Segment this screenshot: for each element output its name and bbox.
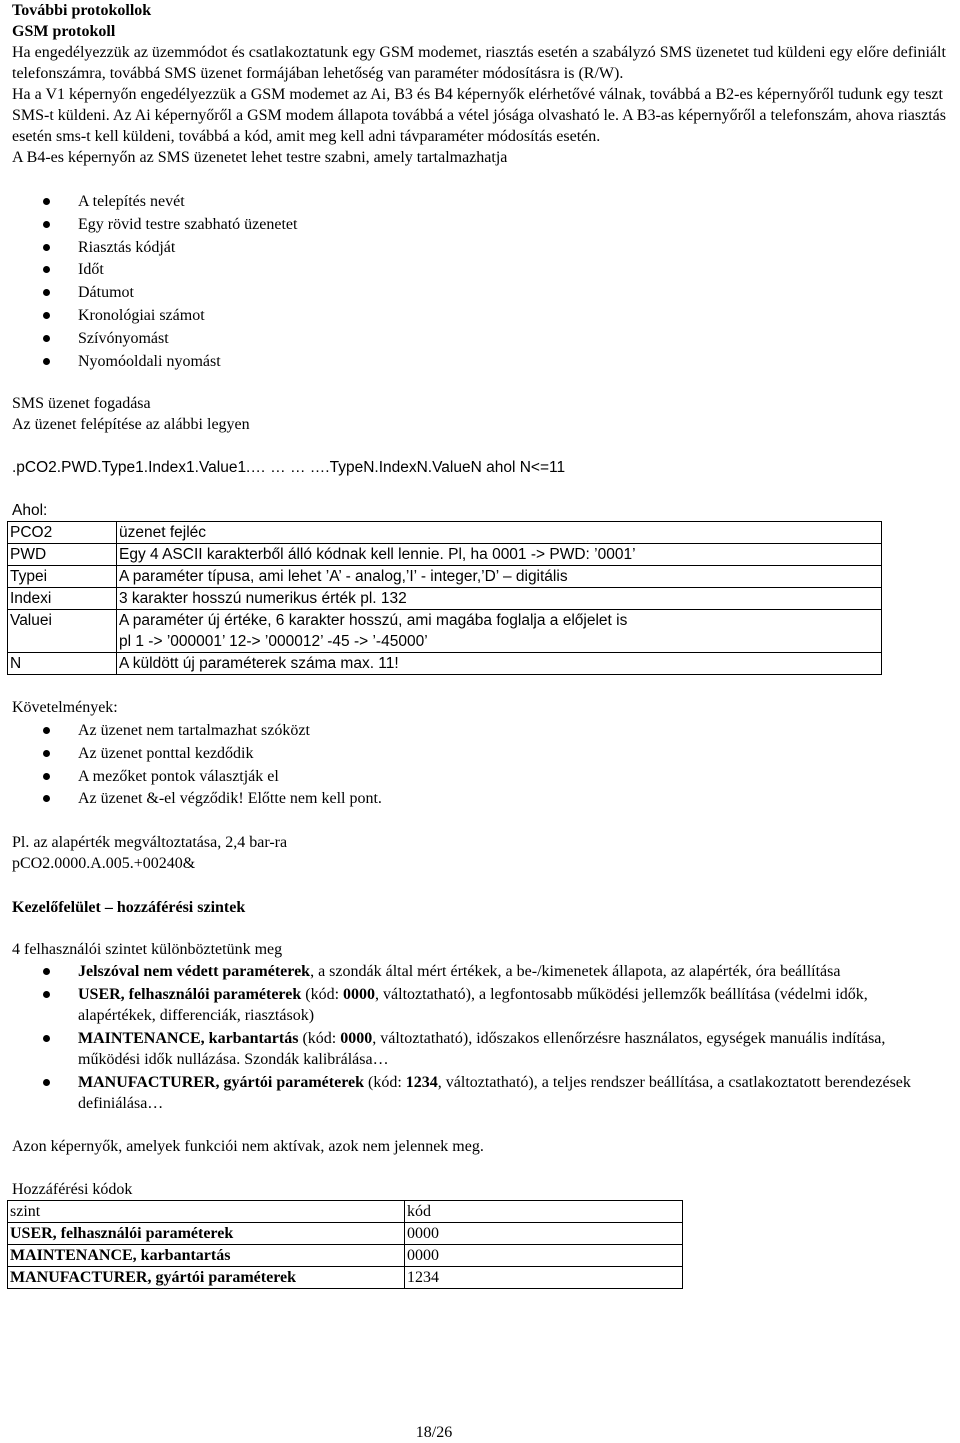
bullet-icon (43, 289, 50, 296)
table-row (8, 1223, 683, 1245)
access-levels-list (12, 961, 942, 1116)
bullet-icon (43, 991, 50, 998)
sms-receive-section (12, 393, 952, 435)
list-item: Riasztás kódját (12, 237, 942, 260)
codes-title: Hozzáférési kódok (12, 1181, 133, 1198)
table-cell: MAINTENANCE, karbantartás (8, 1245, 405, 1267)
table-cell: Typei (8, 566, 117, 588)
list-item: Az üzenet ponttal kezdődik (12, 743, 942, 766)
list-item: USER, felhasználói paraméterek (kód: 0000, változtatható), a legfontosabb működési jellemzők beállítása (védelmi idők, alapértékek, differenciák, riasztások) (12, 984, 942, 1026)
list-item: MAINTENANCE, karbantartás (kód: 0000, változtatható), időszakos ellenőrzésre használatos, egységek manuális indítása, működési idők nullázása. Szondák kalibrálása… (12, 1028, 942, 1070)
bullet-icon (43, 750, 50, 757)
table-row (8, 653, 882, 675)
table-cell: 1234 (405, 1267, 683, 1289)
list-item: A mezőket pontok választják el (12, 766, 942, 789)
bullet-icon (43, 358, 50, 365)
table-cell: 0000 (405, 1245, 683, 1267)
gsm-section (12, 0, 952, 168)
bullet-icon (43, 244, 50, 251)
value-example: pl 1 -> ’000001’ 12-> ’000012’ -45 -> ’-45000’ (119, 633, 428, 650)
list-item: Jelszóval nem védett paraméterek, a szondák által mért értékek, a be-/kimenetek állapota, az alapérték, óra beállítása (12, 961, 942, 982)
list-item: Időt (12, 259, 942, 282)
gsm-paragraph-2: Ha a V1 képernyőn engedélyezzük a GSM modemet az Ai, B3 és B4 képernyők elérhetővé válnak, továbbá a B2-es képernyőről tudunk egy teszt SMS-t küldeni. Az Ai képernyőről a GSM modem állapota továbbá a vétel jósága olvasható le. A B3-as képernyőről a telefonszám, ahova riasztás esetén sms-t kell küldeni, továbbá a kód, amit meg kell adni távparaméter módosítás esetén. (12, 86, 946, 145)
access-intro: 4 felhasználói szintet különböztetünk meg (12, 941, 283, 958)
example-text: Pl. az alapérték megváltoztatása, 2,4 bar-ra (12, 834, 288, 851)
example-code: pCO2.0000.A.005.+00240& (12, 855, 196, 872)
gsm-paragraph-3: A B4-es képernyőn az SMS üzenetet lehet testre szabni, amely tartalmazhatja (12, 149, 508, 166)
format-line: .pCO2.PWD.Type1.Index1.Value1.… … … ….TypeN.IndexN.ValueN ahol N<=11 (12, 459, 566, 476)
list-item: MANUFACTURER, gyártói paraméterek (kód: 1234, változtatható), a teljes rendszer beállítása, a csatlakoztatott berendezések definiálása… (12, 1072, 942, 1114)
message-fields-table (7, 521, 882, 675)
table-cell: 0000 (405, 1223, 683, 1245)
list-item: Nyomóoldali nyomást (12, 351, 942, 374)
access-note: Azon képernyők, amelyek funkciói nem aktívak, azok nem jelennek meg. (12, 1138, 484, 1155)
table-cell: Indexi (8, 588, 117, 610)
list-item: Az üzenet &-el végződik! Előtte nem kell pont. (12, 788, 942, 811)
bullet-icon (43, 968, 50, 975)
table-cell: 3 karakter hosszú numerikus érték pl. 132 (117, 588, 882, 610)
table-row (8, 522, 882, 544)
table-cell: Egy 4 ASCII karakterből álló kódnak kell lennie. Pl, ha 0001 -> PWD: ’0001’ (117, 544, 882, 566)
table-cell: USER, felhasználói paraméterek (8, 1223, 405, 1245)
table-cell: Valuei (8, 610, 117, 653)
table-cell: MANUFACTURER, gyártói paraméterek (8, 1267, 405, 1289)
example-block (12, 832, 952, 874)
bullet-icon (43, 795, 50, 802)
list-item: Dátumot (12, 282, 942, 305)
table-cell: N (8, 653, 117, 675)
table-header-cell: kód (405, 1201, 683, 1223)
bullet-icon (43, 1035, 50, 1042)
table-row (8, 544, 882, 566)
table-cell: A paraméter típusa, ami lehet ’A’ - analog,’I’ - integer,’D’ – digitális (117, 566, 882, 588)
table-row (8, 1267, 683, 1289)
bullet-icon (43, 312, 50, 319)
page-number: 18/26 (415, 1424, 453, 1441)
table-header-row (8, 1201, 683, 1223)
sms-receive-title: SMS üzenet fogadása (12, 395, 151, 412)
table-cell: A küldött új paraméterek száma max. 11! (117, 653, 882, 675)
value-description: A paraméter új értéke, 6 karakter hosszú, ami magába foglalja a előjelet is (119, 612, 628, 629)
bullet-icon (43, 727, 50, 734)
list-item: A telepítés nevét (12, 191, 942, 214)
gsm-paragraph-1: Ha engedélyezzük az üzemmódot és csatlakoztatunk egy GSM modemet, riasztás esetén a szabályzó SMS üzenetet tud küldeni egy előre definiált telefonszámra, továbbá SMS üzenet formájában lehetőség van paraméter módosításra is (R/W). (12, 44, 946, 82)
section-heading: További protokollok (12, 2, 152, 19)
bullet-icon (43, 198, 50, 205)
bullet-icon (43, 1079, 50, 1086)
list-item: Egy rövid testre szabható üzenetet (12, 214, 942, 237)
subsection-heading: GSM protokoll (12, 23, 116, 40)
where-label: Ahol: (12, 502, 48, 519)
bullet-icon (43, 221, 50, 228)
table-row (8, 1245, 683, 1267)
table-cell: üzenet fejléc (117, 522, 882, 544)
access-title: Kezelőfelület – hozzáférési szintek (12, 899, 246, 916)
table-header-cell: szint (8, 1201, 405, 1223)
table-cell: PCO2 (8, 522, 117, 544)
table-row (8, 588, 882, 610)
list-item: Szívónyomást (12, 328, 942, 351)
requirements-title: Követelmények: (12, 699, 118, 716)
bullet-icon (43, 266, 50, 273)
table-cell: PWD (8, 544, 117, 566)
requirements-list (12, 720, 942, 811)
sms-receive-intro: Az üzenet felépítése az alábbi legyen (12, 416, 250, 433)
sms-content-list (12, 191, 942, 373)
table-cell (117, 610, 882, 653)
access-codes-table (7, 1200, 683, 1289)
table-row (8, 610, 882, 653)
table-row (8, 566, 882, 588)
list-item: Kronológiai számot (12, 305, 942, 328)
bullet-icon (43, 773, 50, 780)
message-format (12, 457, 952, 478)
bullet-icon (43, 335, 50, 342)
list-item: Az üzenet nem tartalmazhat szóközt (12, 720, 942, 743)
